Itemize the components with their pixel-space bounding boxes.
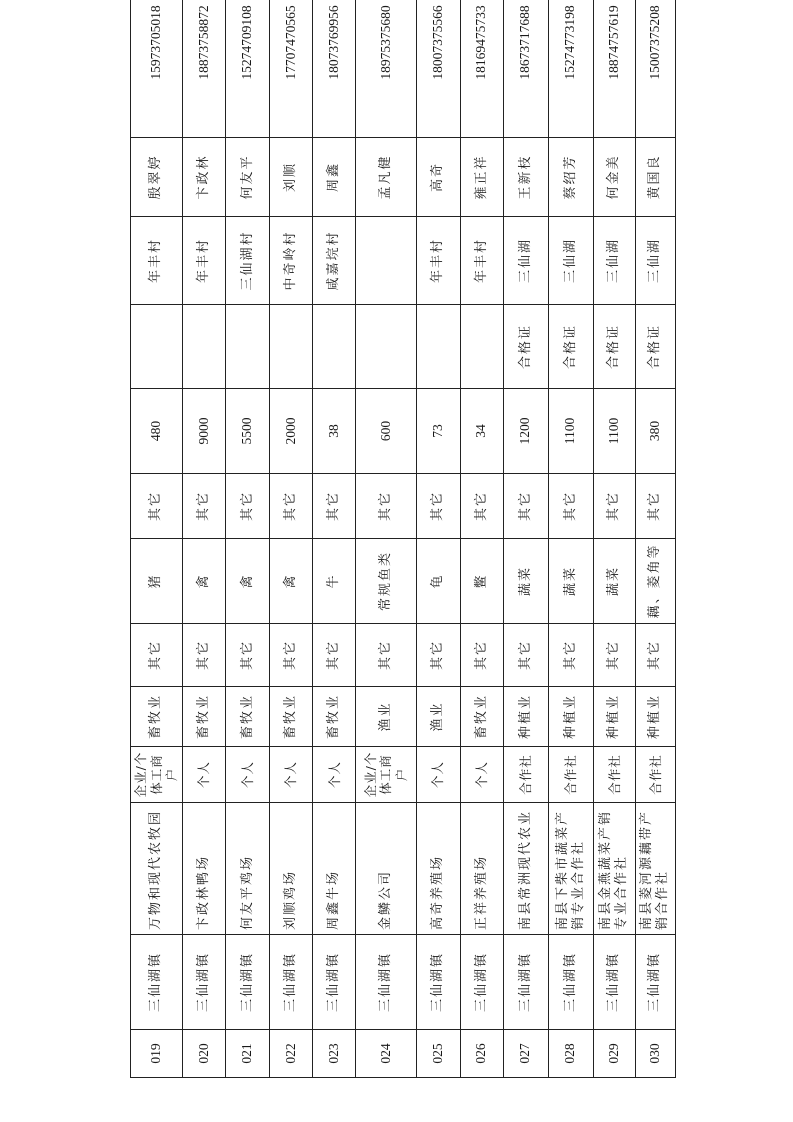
category-cell: 其它: [416, 624, 460, 687]
scale-cell: 1100: [548, 389, 593, 474]
town-cell: 三仙湖镇: [548, 935, 593, 1030]
cert-type-cell: 其它: [313, 474, 356, 539]
cert-type-cell: 其它: [226, 474, 270, 539]
row-number-cell: 030: [635, 1030, 675, 1078]
contact-person-cell: 何金美: [593, 138, 635, 217]
entity-name-cell: 万物和现代农牧园: [131, 803, 183, 935]
industry-cell: 种植业: [503, 687, 548, 747]
certificate-cell: 合格证: [548, 305, 593, 389]
industry-cell: 畜牧业: [183, 687, 226, 747]
village-cell: 三仙湖: [635, 217, 675, 305]
phone-cell: 15973705018: [131, 0, 183, 138]
contact-person-cell: 雍正祥: [460, 138, 503, 217]
table-row: [226, 0, 270, 1078]
town-cell: 三仙湖镇: [635, 935, 675, 1030]
entity-name-cell: 高奇养殖场: [416, 803, 460, 935]
entity-type-cell: 个人: [416, 747, 460, 803]
industry-cell: 畜牧业: [131, 687, 183, 747]
entity-name-cell: 南县金燕蔬菜产销专业合作社: [593, 803, 635, 935]
table-row: [131, 0, 183, 1078]
cert-type-cell: 其它: [183, 474, 226, 539]
phone-cell: 17707470565: [270, 0, 313, 138]
certificate-cell: 合格证: [635, 305, 675, 389]
contact-person-cell: 卞政林: [183, 138, 226, 217]
category-cell: 其它: [635, 624, 675, 687]
row-number-cell: 022: [270, 1030, 313, 1078]
phone-cell: 18975375680: [356, 0, 416, 138]
product-cell: 常规鱼类: [356, 539, 416, 624]
cert-type-cell: 其它: [593, 474, 635, 539]
industry-cell: 渔业: [356, 687, 416, 747]
entity-name-cell: 卞政林鸭场: [183, 803, 226, 935]
entity-type-cell: 企业/个体工商户: [131, 747, 183, 803]
town-cell: 三仙湖镇: [183, 935, 226, 1030]
village-cell: 咸嘉垸村: [313, 217, 356, 305]
certificate-cell: [416, 305, 460, 389]
entity-name-cell: 正祥养殖场: [460, 803, 503, 935]
row-number-cell: 023: [313, 1030, 356, 1078]
certificate-cell: 合格证: [503, 305, 548, 389]
cert-type-cell: 其它: [548, 474, 593, 539]
row-number-cell: 025: [416, 1030, 460, 1078]
entity-name-cell: 何友平鸡场: [226, 803, 270, 935]
cert-type-cell: 其它: [503, 474, 548, 539]
village-cell: 三仙湖: [548, 217, 593, 305]
industry-cell: 种植业: [593, 687, 635, 747]
category-cell: 其它: [183, 624, 226, 687]
entity-type-cell: 合作社: [503, 747, 548, 803]
entity-type-cell: 合作社: [635, 747, 675, 803]
scale-cell: 73: [416, 389, 460, 474]
contact-person-cell: 王新枝: [503, 138, 548, 217]
cert-type-cell: 其它: [635, 474, 675, 539]
category-cell: 其它: [131, 624, 183, 687]
table-row: [548, 0, 593, 1078]
certificate-cell: [460, 305, 503, 389]
entity-name-cell: 南县菱河源藕带产销合作社: [635, 803, 675, 935]
village-cell: 年丰村: [416, 217, 460, 305]
table-row: [416, 0, 460, 1078]
category-cell: 其它: [356, 624, 416, 687]
phone-cell: 18873758872: [183, 0, 226, 138]
village-cell: 年丰村: [131, 217, 183, 305]
table-body: [131, 0, 676, 1078]
phone-cell: 18673717688: [503, 0, 548, 138]
scale-cell: 1100: [593, 389, 635, 474]
scale-cell: 5500: [226, 389, 270, 474]
category-cell: 其它: [226, 624, 270, 687]
entity-name-cell: 南县下柴市蔬菜产销专业合作社: [548, 803, 593, 935]
entity-type-cell: 个人: [226, 747, 270, 803]
industry-cell: 畜牧业: [270, 687, 313, 747]
contact-person-cell: 刘顺: [270, 138, 313, 217]
scale-cell: 380: [635, 389, 675, 474]
entity-name-cell: 刘顺鸡场: [270, 803, 313, 935]
scale-cell: 2000: [270, 389, 313, 474]
row-number-cell: 026: [460, 1030, 503, 1078]
town-cell: 三仙湖镇: [131, 935, 183, 1030]
village-cell: 三仙湖: [503, 217, 548, 305]
product-cell: 猪: [131, 539, 183, 624]
table-row: [356, 0, 416, 1078]
cert-type-cell: 其它: [356, 474, 416, 539]
producer-table: [130, 0, 676, 1078]
row-number-cell: 019: [131, 1030, 183, 1078]
village-cell: 三仙湖: [593, 217, 635, 305]
phone-cell: 18169475733: [460, 0, 503, 138]
entity-name-cell: 金鳞公司: [356, 803, 416, 935]
category-cell: 其它: [503, 624, 548, 687]
table-row: [313, 0, 356, 1078]
phone-cell: 18874757619: [593, 0, 635, 138]
contact-person-cell: 殷翠婷: [131, 138, 183, 217]
entity-type-cell: 个人: [270, 747, 313, 803]
phone-cell: 18007375566: [416, 0, 460, 138]
industry-cell: 种植业: [548, 687, 593, 747]
scale-cell: 38: [313, 389, 356, 474]
product-cell: 禽: [226, 539, 270, 624]
category-cell: 其它: [460, 624, 503, 687]
contact-person-cell: 何友平: [226, 138, 270, 217]
village-cell: [356, 217, 416, 305]
row-number-cell: 027: [503, 1030, 548, 1078]
product-cell: 鳖: [460, 539, 503, 624]
product-cell: 龟: [416, 539, 460, 624]
row-number-cell: 029: [593, 1030, 635, 1078]
industry-cell: 畜牧业: [313, 687, 356, 747]
table-row: [460, 0, 503, 1078]
entity-type-cell: 个人: [460, 747, 503, 803]
village-cell: 年丰村: [460, 217, 503, 305]
certificate-cell: [183, 305, 226, 389]
town-cell: 三仙湖镇: [416, 935, 460, 1030]
category-cell: 其它: [313, 624, 356, 687]
town-cell: 三仙湖镇: [593, 935, 635, 1030]
product-cell: 藕、菱角等: [635, 539, 675, 624]
row-number-cell: 021: [226, 1030, 270, 1078]
scale-cell: 34: [460, 389, 503, 474]
table-row: [270, 0, 313, 1078]
village-cell: 年丰村: [183, 217, 226, 305]
certificate-cell: [313, 305, 356, 389]
phone-cell: 18073769956: [313, 0, 356, 138]
entity-type-cell: 个人: [183, 747, 226, 803]
contact-person-cell: 蔡绍芳: [548, 138, 593, 217]
table-row: [635, 0, 675, 1078]
cert-type-cell: 其它: [416, 474, 460, 539]
row-number-cell: 028: [548, 1030, 593, 1078]
contact-person-cell: 周鑫: [313, 138, 356, 217]
entity-name-cell: 南县常洲现代农业: [503, 803, 548, 935]
cert-type-cell: 其它: [270, 474, 313, 539]
village-cell: 三仙湖村: [226, 217, 270, 305]
certificate-cell: [226, 305, 270, 389]
scale-cell: 480: [131, 389, 183, 474]
contact-person-cell: 黄国良: [635, 138, 675, 217]
entity-type-cell: 合作社: [548, 747, 593, 803]
rotated-table-frame: [130, 5, 676, 1078]
contact-person-cell: 高奇: [416, 138, 460, 217]
certificate-cell: [131, 305, 183, 389]
row-number-cell: 024: [356, 1030, 416, 1078]
contact-person-cell: 孟凡健: [356, 138, 416, 217]
phone-cell: 15274773198: [548, 0, 593, 138]
scale-cell: 600: [356, 389, 416, 474]
town-cell: 三仙湖镇: [270, 935, 313, 1030]
product-cell: 蔬菜: [503, 539, 548, 624]
entity-type-cell: 个人: [313, 747, 356, 803]
product-cell: 蔬菜: [593, 539, 635, 624]
industry-cell: 种植业: [635, 687, 675, 747]
industry-cell: 畜牧业: [460, 687, 503, 747]
category-cell: 其它: [593, 624, 635, 687]
certificate-cell: [356, 305, 416, 389]
product-cell: 蔬菜: [548, 539, 593, 624]
product-cell: 禽: [270, 539, 313, 624]
industry-cell: 渔业: [416, 687, 460, 747]
table-row: [593, 0, 635, 1078]
phone-cell: 15274709108: [226, 0, 270, 138]
scale-cell: 9000: [183, 389, 226, 474]
table-row: [503, 0, 548, 1078]
village-cell: 中奇岭村: [270, 217, 313, 305]
product-cell: 禽: [183, 539, 226, 624]
phone-cell: 15007375208: [635, 0, 675, 138]
cert-type-cell: 其它: [460, 474, 503, 539]
category-cell: 其它: [548, 624, 593, 687]
product-cell: 牛: [313, 539, 356, 624]
certificate-cell: 合格证: [593, 305, 635, 389]
certificate-cell: [270, 305, 313, 389]
entity-name-cell: 周鑫牛场: [313, 803, 356, 935]
entity-type-cell: 合作社: [593, 747, 635, 803]
scale-cell: 1200: [503, 389, 548, 474]
entity-type-cell: 企业/个体工商户: [356, 747, 416, 803]
town-cell: 三仙湖镇: [503, 935, 548, 1030]
town-cell: 三仙湖镇: [226, 935, 270, 1030]
town-cell: 三仙湖镇: [313, 935, 356, 1030]
category-cell: 其它: [270, 624, 313, 687]
town-cell: 三仙湖镇: [356, 935, 416, 1030]
town-cell: 三仙湖镇: [460, 935, 503, 1030]
industry-cell: 畜牧业: [226, 687, 270, 747]
table-row: [183, 0, 226, 1078]
row-number-cell: 020: [183, 1030, 226, 1078]
cert-type-cell: 其它: [131, 474, 183, 539]
